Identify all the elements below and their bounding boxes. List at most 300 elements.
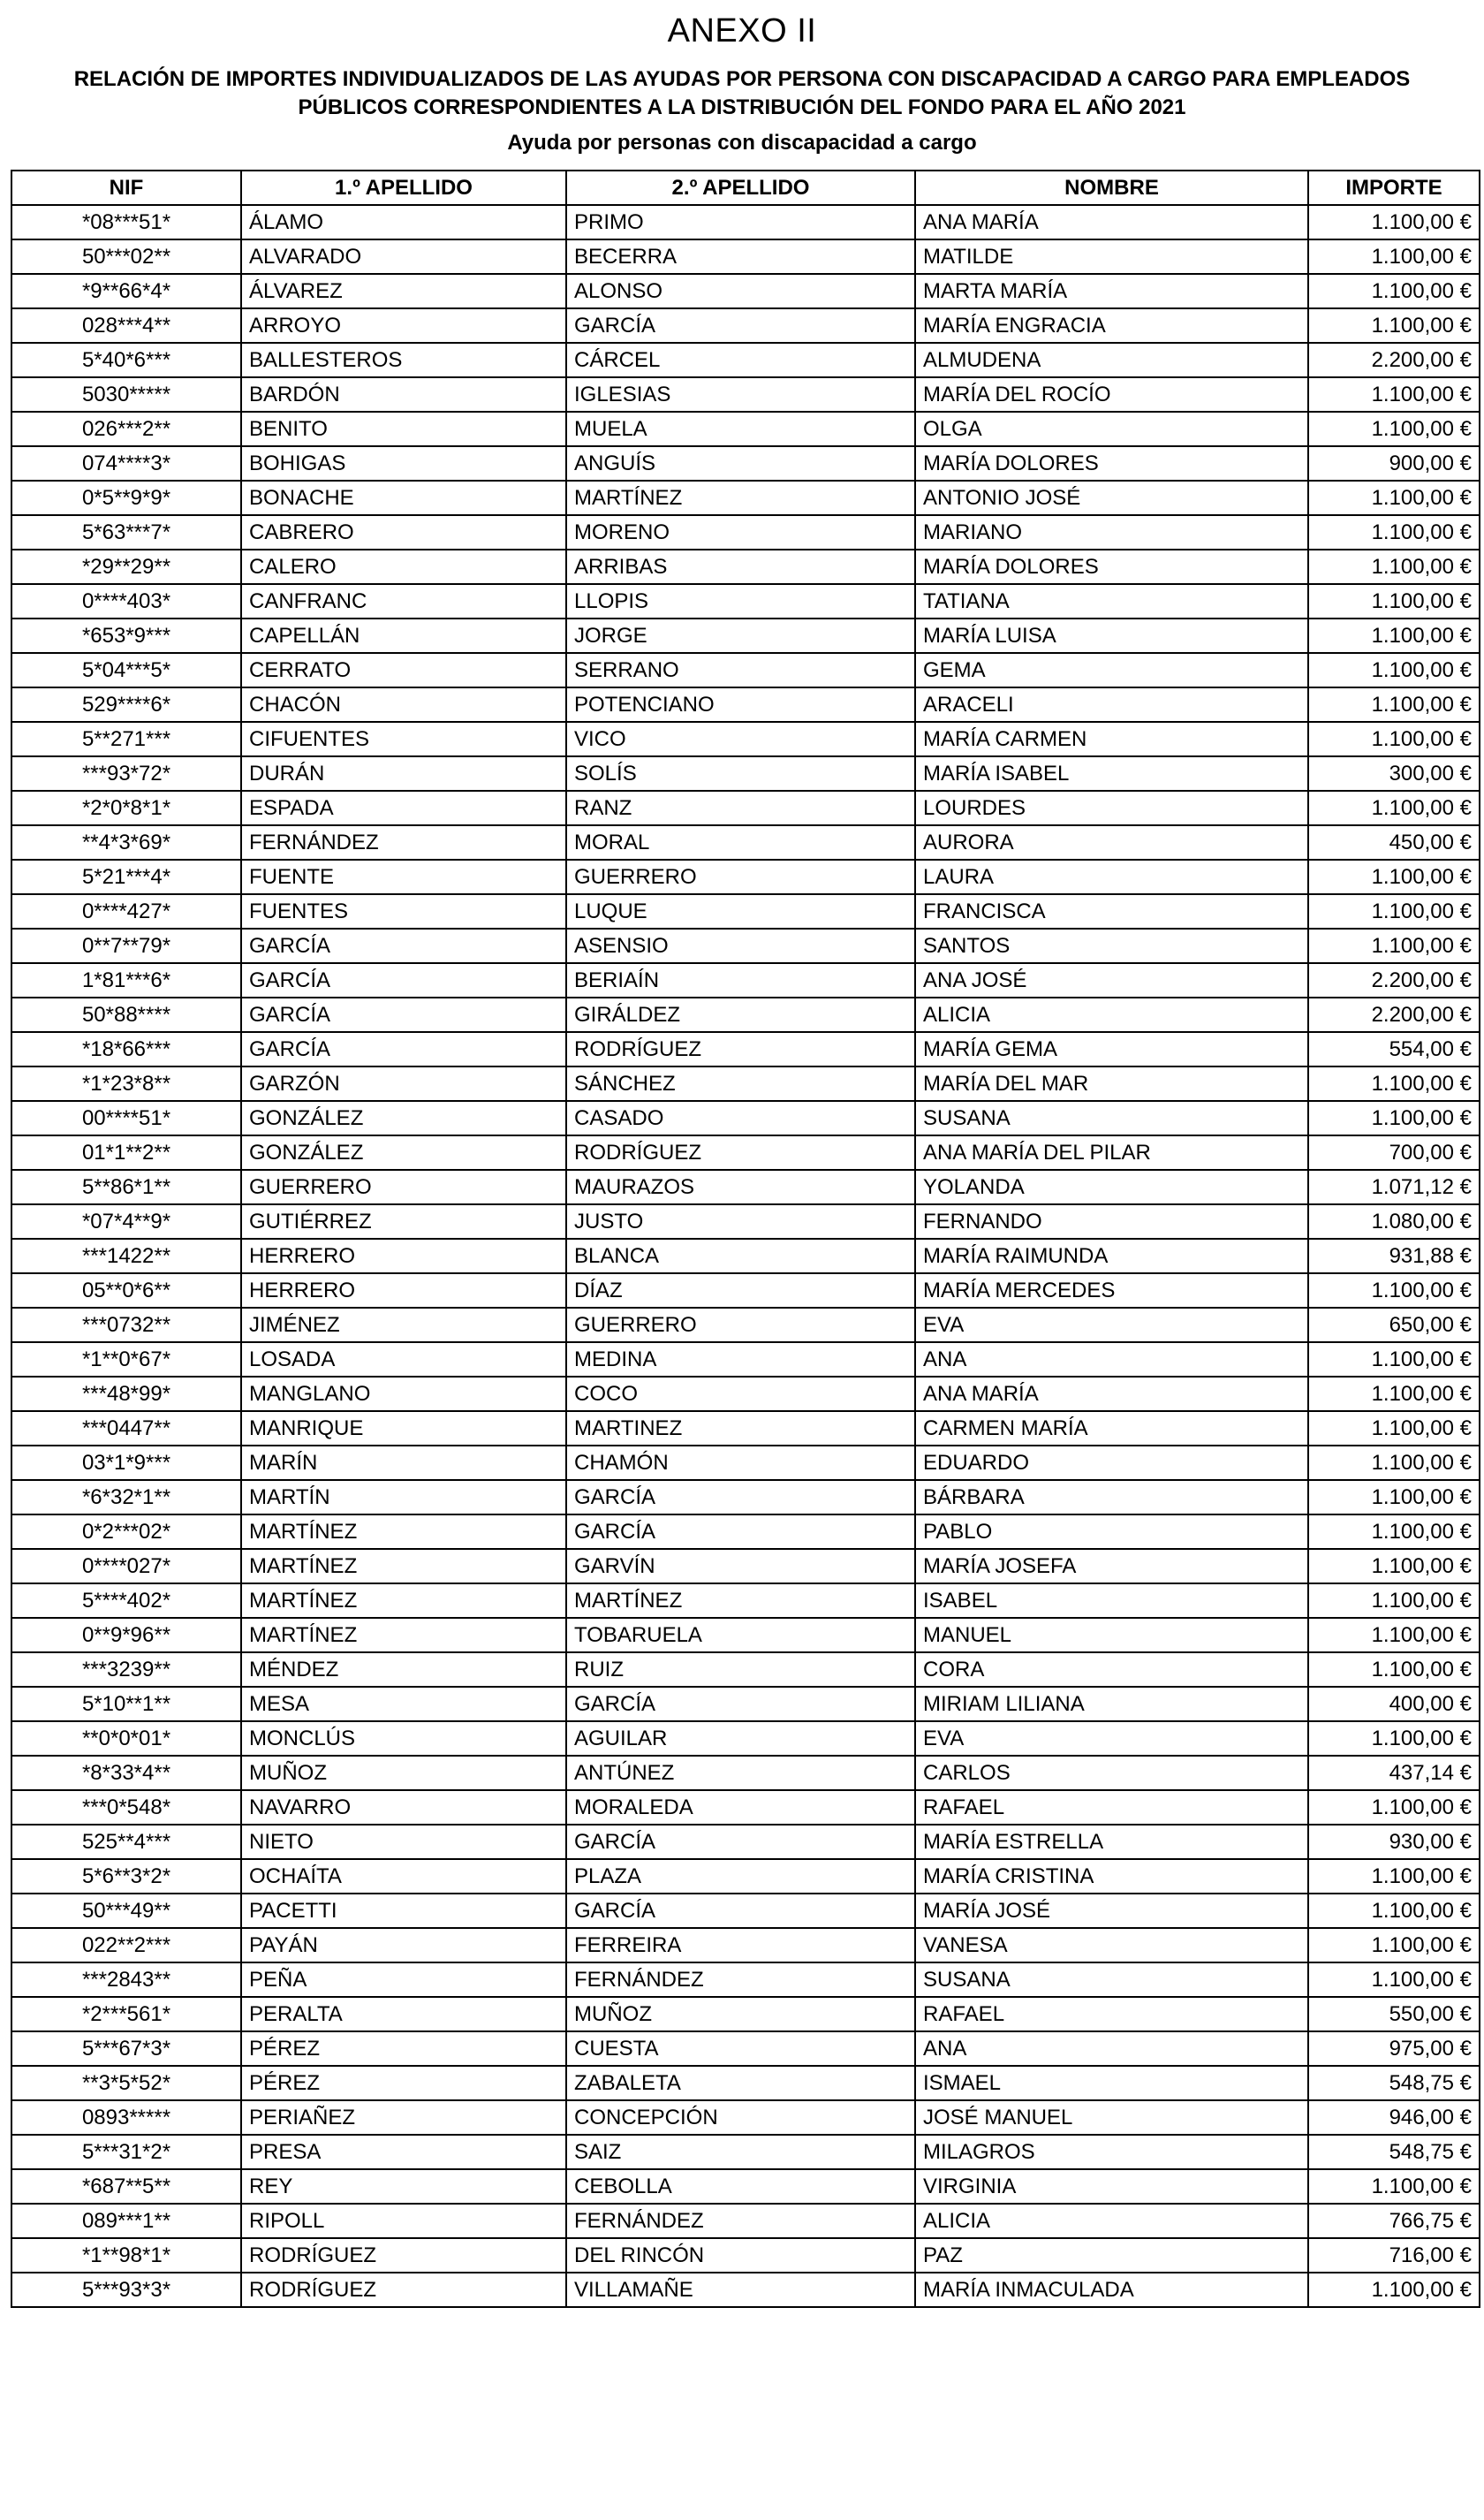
cell-nif: *08***51*	[11, 205, 241, 239]
cell-amount: 2.200,00 €	[1308, 343, 1480, 377]
cell-name: PAZ	[915, 2238, 1308, 2273]
cell-amount: 1.100,00 €	[1308, 1894, 1480, 1928]
document-subtitle	[26, 65, 1458, 122]
table-row	[11, 1204, 1480, 1239]
cell-amount: 1.100,00 €	[1308, 894, 1480, 929]
cell-second-surname: GARCÍA	[566, 1480, 915, 1514]
cell-first-surname: PAYÁN	[241, 1928, 566, 1962]
cell-amount: 1.100,00 €	[1308, 722, 1480, 756]
cell-nif: 0**7**79*	[11, 929, 241, 963]
subtitle-line-1: RELACIÓN DE IMPORTES INDIVIDUALIZADOS DE LAS AYUDAS POR PERSONA CON DISCAPACIDAD A CARGO PARA EMPLEADOS	[73, 67, 1411, 91]
cell-amount: 1.100,00 €	[1308, 929, 1480, 963]
cell-nif: 1*81***6*	[11, 963, 241, 998]
cell-name: RAFAEL	[915, 1997, 1308, 2031]
cell-nif: 5030*****	[11, 377, 241, 412]
cell-nif: *29**29**	[11, 550, 241, 584]
cell-name: ALMUDENA	[915, 343, 1308, 377]
beneficiaries-table	[11, 170, 1480, 2308]
cell-second-surname: POTENCIANO	[566, 687, 915, 722]
cell-amount: 1.100,00 €	[1308, 274, 1480, 308]
cell-name: MARÍA DEL ROCÍO	[915, 377, 1308, 412]
cell-name: MARÍA ISABEL	[915, 756, 1308, 791]
cell-second-surname: FERNÁNDEZ	[566, 2204, 915, 2238]
cell-amount: 1.100,00 €	[1308, 377, 1480, 412]
cell-name: MARÍA INMACULADA	[915, 2273, 1308, 2307]
cell-amount: 1.100,00 €	[1308, 1962, 1480, 1997]
cell-first-surname: CABRERO	[241, 515, 566, 550]
cell-name: MARÍA RAIMUNDA	[915, 1239, 1308, 1273]
cell-name: MARÍA JOSÉ	[915, 1894, 1308, 1928]
cell-first-surname: CALERO	[241, 550, 566, 584]
cell-first-surname: MANGLANO	[241, 1377, 566, 1411]
cell-nif: *18*66***	[11, 1032, 241, 1066]
cell-nif: 028***4**	[11, 308, 241, 343]
cell-second-surname: CUESTA	[566, 2031, 915, 2066]
cell-first-surname: MARTÍNEZ	[241, 1583, 566, 1618]
cell-nif: ***1422**	[11, 1239, 241, 1273]
table-row	[11, 1790, 1480, 1825]
cell-nif: 0*5**9*9*	[11, 481, 241, 515]
cell-first-surname: MUÑOZ	[241, 1756, 566, 1790]
table-row	[11, 963, 1480, 998]
cell-first-surname: RIPOLL	[241, 2204, 566, 2238]
table-row	[11, 653, 1480, 687]
cell-name: MARÍA MERCEDES	[915, 1273, 1308, 1308]
table-row	[11, 1480, 1480, 1514]
cell-nif: 5***67*3*	[11, 2031, 241, 2066]
cell-name: GEMA	[915, 653, 1308, 687]
cell-nif: **3*5*52*	[11, 2066, 241, 2100]
table-row	[11, 1446, 1480, 1480]
cell-first-surname: MARTÍNEZ	[241, 1514, 566, 1549]
cell-first-surname: RODRÍGUEZ	[241, 2273, 566, 2307]
cell-nif: 5*6**3*2*	[11, 1859, 241, 1894]
cell-name: SUSANA	[915, 1101, 1308, 1135]
cell-second-surname: GARVÍN	[566, 1549, 915, 1583]
table-row	[11, 1342, 1480, 1377]
cell-first-surname: GUTIÉRREZ	[241, 1204, 566, 1239]
cell-nif: 525**4***	[11, 1825, 241, 1859]
table-row	[11, 550, 1480, 584]
cell-name: ANA JOSÉ	[915, 963, 1308, 998]
cell-second-surname: MARTÍNEZ	[566, 481, 915, 515]
cell-name: EVA	[915, 1308, 1308, 1342]
cell-amount: 1.100,00 €	[1308, 860, 1480, 894]
cell-nif: 5**271***	[11, 722, 241, 756]
cell-nif: 05**0*6**	[11, 1273, 241, 1308]
cell-nif: 0*2***02*	[11, 1514, 241, 1549]
table-row	[11, 791, 1480, 825]
table-row	[11, 343, 1480, 377]
cell-amount: 550,00 €	[1308, 1997, 1480, 2031]
cell-name: MIRIAM LILIANA	[915, 1687, 1308, 1721]
cell-name: VIRGINIA	[915, 2169, 1308, 2204]
cell-name: ANTONIO JOSÉ	[915, 481, 1308, 515]
cell-name: TATIANA	[915, 584, 1308, 619]
cell-nif: 0**9*96**	[11, 1618, 241, 1652]
table-row	[11, 377, 1480, 412]
cell-first-surname: LOSADA	[241, 1342, 566, 1377]
cell-nif: 026***2**	[11, 412, 241, 446]
cell-second-surname: DEL RINCÓN	[566, 2238, 915, 2273]
cell-second-surname: GIRÁLDEZ	[566, 998, 915, 1032]
cell-amount: 1.100,00 €	[1308, 1583, 1480, 1618]
cell-amount: 1.080,00 €	[1308, 1204, 1480, 1239]
cell-amount: 2.200,00 €	[1308, 963, 1480, 998]
table-row	[11, 1756, 1480, 1790]
cell-name: ARACELI	[915, 687, 1308, 722]
header-nif: NIF	[11, 171, 241, 205]
cell-second-surname: GARCÍA	[566, 308, 915, 343]
cell-second-surname: LUQUE	[566, 894, 915, 929]
cell-name: MARÍA DOLORES	[915, 446, 1308, 481]
cell-second-surname: ANGUÍS	[566, 446, 915, 481]
cell-nif: 5**86*1**	[11, 1170, 241, 1204]
table-row	[11, 1825, 1480, 1859]
cell-nif: 50***49**	[11, 1894, 241, 1928]
table-row	[11, 1135, 1480, 1170]
cell-second-surname: RODRÍGUEZ	[566, 1135, 915, 1170]
cell-second-surname: MORENO	[566, 515, 915, 550]
cell-amount: 1.100,00 €	[1308, 1342, 1480, 1377]
cell-first-surname: CERRATO	[241, 653, 566, 687]
table-row	[11, 1032, 1480, 1066]
cell-second-surname: MEDINA	[566, 1342, 915, 1377]
cell-first-surname: CIFUENTES	[241, 722, 566, 756]
table-row	[11, 1308, 1480, 1342]
cell-first-surname: MÉNDEZ	[241, 1652, 566, 1687]
cell-nif: ***0447**	[11, 1411, 241, 1446]
table-row	[11, 2066, 1480, 2100]
cell-name: MARÍA DOLORES	[915, 550, 1308, 584]
cell-name: MARÍA ESTRELLA	[915, 1825, 1308, 1859]
cell-amount: 1.100,00 €	[1308, 1514, 1480, 1549]
cell-amount: 1.100,00 €	[1308, 1066, 1480, 1101]
table-row	[11, 1549, 1480, 1583]
cell-second-surname: SÁNCHEZ	[566, 1066, 915, 1101]
cell-first-surname: GARZÓN	[241, 1066, 566, 1101]
cell-second-surname: CEBOLLA	[566, 2169, 915, 2204]
cell-second-surname: BERIAÍN	[566, 963, 915, 998]
cell-second-surname: BLANCA	[566, 1239, 915, 1273]
cell-name: MANUEL	[915, 1618, 1308, 1652]
cell-second-surname: IGLESIAS	[566, 377, 915, 412]
cell-second-surname: RANZ	[566, 791, 915, 825]
table-row	[11, 1583, 1480, 1618]
header-amount: IMPORTE	[1308, 171, 1480, 205]
cell-nif: *687**5**	[11, 2169, 241, 2204]
cell-amount: 1.100,00 €	[1308, 1273, 1480, 1308]
cell-nif: 5***93*3*	[11, 2273, 241, 2307]
cell-amount: 1.100,00 €	[1308, 1411, 1480, 1446]
cell-amount: 1.100,00 €	[1308, 2169, 1480, 2204]
annex-title: ANEXO II	[667, 12, 817, 49]
cell-name: CORA	[915, 1652, 1308, 1687]
cell-amount: 975,00 €	[1308, 2031, 1480, 2066]
table-row	[11, 860, 1480, 894]
cell-nif: ***0*548*	[11, 1790, 241, 1825]
cell-amount: 1.100,00 €	[1308, 308, 1480, 343]
table-row	[11, 2100, 1480, 2135]
cell-first-surname: MONCLÚS	[241, 1721, 566, 1756]
cell-first-surname: HERRERO	[241, 1239, 566, 1273]
cell-second-surname: FERREIRA	[566, 1928, 915, 1962]
cell-second-surname: ZABALETA	[566, 2066, 915, 2100]
cell-nif: *1**0*67*	[11, 1342, 241, 1377]
table-row	[11, 2135, 1480, 2169]
subtitle-line-2: PÚBLICOS CORRESPONDIENTES A LA DISTRIBUCIÓN DEL FONDO PARA EL AÑO 2021	[298, 95, 1186, 119]
cell-nif: 5*04***5*	[11, 653, 241, 687]
cell-nif: **4*3*69*	[11, 825, 241, 860]
cell-second-surname: ARRIBAS	[566, 550, 915, 584]
cell-name: FERNANDO	[915, 1204, 1308, 1239]
cell-second-surname: FERNÁNDEZ	[566, 1962, 915, 1997]
cell-second-surname: PRIMO	[566, 205, 915, 239]
cell-amount: 1.100,00 €	[1308, 1446, 1480, 1480]
cell-second-surname: ALONSO	[566, 274, 915, 308]
cell-amount: 1.100,00 €	[1308, 412, 1480, 446]
cell-amount: 1.071,12 €	[1308, 1170, 1480, 1204]
cell-nif: 5*40*6***	[11, 343, 241, 377]
table-row	[11, 1721, 1480, 1756]
cell-name: SANTOS	[915, 929, 1308, 963]
cell-nif: *1**98*1*	[11, 2238, 241, 2273]
cell-nif: 022**2***	[11, 1928, 241, 1962]
cell-second-surname: GARCÍA	[566, 1687, 915, 1721]
cell-second-surname: TOBARUELA	[566, 1618, 915, 1652]
cell-name: ANA MARÍA	[915, 1377, 1308, 1411]
cell-nif: *2*0*8*1*	[11, 791, 241, 825]
cell-first-surname: PERALTA	[241, 1997, 566, 2031]
cell-first-surname: ALVARADO	[241, 239, 566, 274]
cell-first-surname: PÉREZ	[241, 2031, 566, 2066]
table-row	[11, 481, 1480, 515]
table-row	[11, 446, 1480, 481]
table-row	[11, 1618, 1480, 1652]
cell-amount: 1.100,00 €	[1308, 1480, 1480, 1514]
table-row	[11, 1997, 1480, 2031]
cell-first-surname: GARCÍA	[241, 998, 566, 1032]
cell-name: YOLANDA	[915, 1170, 1308, 1204]
cell-nif: 5*63***7*	[11, 515, 241, 550]
cell-first-surname: GONZÁLEZ	[241, 1135, 566, 1170]
cell-second-surname: MUÑOZ	[566, 1997, 915, 2031]
cell-amount: 437,14 €	[1308, 1756, 1480, 1790]
cell-amount: 900,00 €	[1308, 446, 1480, 481]
table-row	[11, 412, 1480, 446]
cell-nif: ***93*72*	[11, 756, 241, 791]
table-row	[11, 1170, 1480, 1204]
table-row	[11, 1411, 1480, 1446]
cell-nif: ***3239**	[11, 1652, 241, 1687]
cell-first-surname: GARCÍA	[241, 929, 566, 963]
cell-amount: 766,75 €	[1308, 2204, 1480, 2238]
cell-second-surname: MARTINEZ	[566, 1411, 915, 1446]
cell-first-surname: MANRIQUE	[241, 1411, 566, 1446]
cell-nif: 5****402*	[11, 1583, 241, 1618]
cell-second-surname: MUELA	[566, 412, 915, 446]
table-row	[11, 1377, 1480, 1411]
cell-second-surname: SAIZ	[566, 2135, 915, 2169]
cell-nif: ***2843**	[11, 1962, 241, 1997]
cell-name: RAFAEL	[915, 1790, 1308, 1825]
table-row	[11, 1273, 1480, 1308]
cell-name: EVA	[915, 1721, 1308, 1756]
cell-second-surname: ASENSIO	[566, 929, 915, 963]
table-row	[11, 1928, 1480, 1962]
table-row	[11, 274, 1480, 308]
cell-amount: 930,00 €	[1308, 1825, 1480, 1859]
cell-first-surname: FUENTES	[241, 894, 566, 929]
cell-second-surname: GARCÍA	[566, 1894, 915, 1928]
cell-amount: 700,00 €	[1308, 1135, 1480, 1170]
cell-name: LOURDES	[915, 791, 1308, 825]
cell-amount: 650,00 €	[1308, 1308, 1480, 1342]
cell-nif: **0*0*01*	[11, 1721, 241, 1756]
cell-amount: 1.100,00 €	[1308, 205, 1480, 239]
cell-nif: 5*10**1**	[11, 1687, 241, 1721]
cell-amount: 1.100,00 €	[1308, 653, 1480, 687]
cell-second-surname: PLAZA	[566, 1859, 915, 1894]
cell-name: MARÍA JOSEFA	[915, 1549, 1308, 1583]
cell-nif: ***0732**	[11, 1308, 241, 1342]
table-row	[11, 894, 1480, 929]
cell-first-surname: PERIAÑEZ	[241, 2100, 566, 2135]
cell-name: MARÍA CRISTINA	[915, 1859, 1308, 1894]
cell-second-surname: RODRÍGUEZ	[566, 1032, 915, 1066]
cell-first-surname: GARCÍA	[241, 963, 566, 998]
cell-first-surname: BENITO	[241, 412, 566, 446]
table-row	[11, 998, 1480, 1032]
cell-first-surname: MARÍN	[241, 1446, 566, 1480]
cell-name: ANA	[915, 2031, 1308, 2066]
cell-first-surname: MARTÍNEZ	[241, 1549, 566, 1583]
cell-first-surname: PÉREZ	[241, 2066, 566, 2100]
cell-nif: 0****427*	[11, 894, 241, 929]
cell-first-surname: FUENTE	[241, 860, 566, 894]
cell-nif: 01*1**2**	[11, 1135, 241, 1170]
header-second-surname: 2.º APELLIDO	[566, 171, 915, 205]
cell-first-surname: MARTÍN	[241, 1480, 566, 1514]
cell-second-surname: JORGE	[566, 619, 915, 653]
cell-nif: *2***561*	[11, 1997, 241, 2031]
table-row	[11, 1652, 1480, 1687]
cell-first-surname: PEÑA	[241, 1962, 566, 1997]
cell-second-surname: GUERRERO	[566, 1308, 915, 1342]
cell-name: MATILDE	[915, 239, 1308, 274]
cell-first-surname: NAVARRO	[241, 1790, 566, 1825]
cell-amount: 554,00 €	[1308, 1032, 1480, 1066]
cell-nif: 074****3*	[11, 446, 241, 481]
cell-nif: 50***02**	[11, 239, 241, 274]
cell-second-surname: RUIZ	[566, 1652, 915, 1687]
table-row	[11, 619, 1480, 653]
cell-name: AURORA	[915, 825, 1308, 860]
cell-name: ALICIA	[915, 2204, 1308, 2238]
cell-nif: ***48*99*	[11, 1377, 241, 1411]
cell-amount: 1.100,00 €	[1308, 791, 1480, 825]
cell-first-surname: ARROYO	[241, 308, 566, 343]
cell-name: ANA	[915, 1342, 1308, 1377]
cell-amount: 1.100,00 €	[1308, 1859, 1480, 1894]
cell-second-surname: LLOPIS	[566, 584, 915, 619]
cell-amount: 1.100,00 €	[1308, 2273, 1480, 2307]
cell-name: VANESA	[915, 1928, 1308, 1962]
cell-first-surname: DURÁN	[241, 756, 566, 791]
header-first-surname: 1.º APELLIDO	[241, 171, 566, 205]
cell-amount: 400,00 €	[1308, 1687, 1480, 1721]
cell-second-surname: VICO	[566, 722, 915, 756]
cell-amount: 1.100,00 €	[1308, 1549, 1480, 1583]
table-row	[11, 205, 1480, 239]
cell-name: FRANCISCA	[915, 894, 1308, 929]
cell-amount: 1.100,00 €	[1308, 1928, 1480, 1962]
table-row	[11, 722, 1480, 756]
cell-nif: *8*33*4**	[11, 1756, 241, 1790]
cell-amount: 1.100,00 €	[1308, 619, 1480, 653]
cell-first-surname: BOHIGAS	[241, 446, 566, 481]
cell-nif: 0****027*	[11, 1549, 241, 1583]
cell-second-surname: VILLAMAÑE	[566, 2273, 915, 2307]
cell-first-surname: ÁLAMO	[241, 205, 566, 239]
cell-name: MARTA MARÍA	[915, 274, 1308, 308]
table-row	[11, 929, 1480, 963]
cell-second-surname: MAURAZOS	[566, 1170, 915, 1204]
table-row	[11, 1239, 1480, 1273]
cell-nif: *6*32*1**	[11, 1480, 241, 1514]
cell-first-surname: FERNÁNDEZ	[241, 825, 566, 860]
cell-name: ALICIA	[915, 998, 1308, 1032]
cell-second-surname: JUSTO	[566, 1204, 915, 1239]
cell-nif: *9**66*4*	[11, 274, 241, 308]
cell-nif: *653*9***	[11, 619, 241, 653]
cell-first-surname: RODRÍGUEZ	[241, 2238, 566, 2273]
cell-first-surname: GONZÁLEZ	[241, 1101, 566, 1135]
cell-name: MARÍA ENGRACIA	[915, 308, 1308, 343]
cell-first-surname: ESPADA	[241, 791, 566, 825]
table-row	[11, 1101, 1480, 1135]
cell-second-surname: MORAL	[566, 825, 915, 860]
cell-amount: 1.100,00 €	[1308, 1101, 1480, 1135]
cell-amount: 300,00 €	[1308, 756, 1480, 791]
cell-amount: 1.100,00 €	[1308, 1377, 1480, 1411]
cell-second-surname: CÁRCEL	[566, 343, 915, 377]
cell-first-surname: JIMÉNEZ	[241, 1308, 566, 1342]
cell-amount: 2.200,00 €	[1308, 998, 1480, 1032]
header-name: NOMBRE	[915, 171, 1308, 205]
cell-first-surname: CHACÓN	[241, 687, 566, 722]
cell-amount: 1.100,00 €	[1308, 584, 1480, 619]
cell-amount: 1.100,00 €	[1308, 1790, 1480, 1825]
cell-second-surname: COCO	[566, 1377, 915, 1411]
table-caption: Ayuda por personas con discapacidad a cargo	[507, 131, 977, 155]
cell-second-surname: GUERRERO	[566, 860, 915, 894]
table-body	[11, 205, 1480, 2307]
cell-first-surname: MESA	[241, 1687, 566, 1721]
cell-amount: 548,75 €	[1308, 2135, 1480, 2169]
cell-nif: 529****6*	[11, 687, 241, 722]
cell-first-surname: PACETTI	[241, 1894, 566, 1928]
cell-name: MARIANO	[915, 515, 1308, 550]
cell-amount: 1.100,00 €	[1308, 515, 1480, 550]
table-row	[11, 239, 1480, 274]
table-row	[11, 584, 1480, 619]
table-row	[11, 2204, 1480, 2238]
table-row	[11, 1066, 1480, 1101]
table-row	[11, 2273, 1480, 2307]
cell-name: ISMAEL	[915, 2066, 1308, 2100]
cell-first-surname: NIETO	[241, 1825, 566, 1859]
